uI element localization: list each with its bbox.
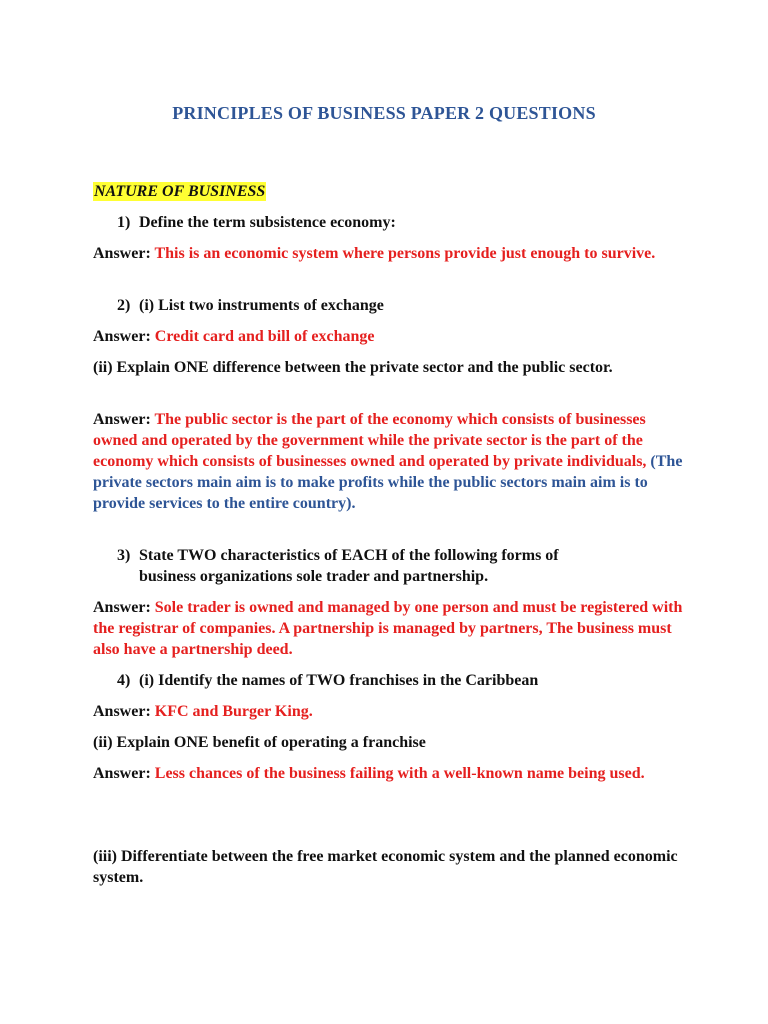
answer-3: [93, 597, 683, 660]
answer-label: Answer:: [93, 765, 151, 782]
question-text-line-1: State TWO characteristics of EACH of the following forms of: [139, 547, 559, 564]
answer-text: Sole trader is owned and managed by one person and must be registered with the registrar of companies. A partnership is managed by partners, The business must also have a partnership deed.: [93, 599, 683, 658]
question-4-part-iii: (iii) Differentiate between the free market economic system and the planned economic system.: [93, 848, 678, 886]
answer-2-part-ii: [93, 409, 683, 514]
question-number: 2): [117, 297, 131, 314]
question-text: Define the term subsistence economy:: [139, 214, 396, 231]
question-number: 4): [117, 672, 131, 689]
question-4-part-i: [93, 670, 683, 691]
question-4-part-ii: (ii) Explain ONE benefit of operating a franchise: [93, 734, 426, 751]
answer-label: Answer:: [93, 245, 151, 262]
answer-label: Answer:: [93, 328, 151, 345]
answer-text-blue: (The private sectors main aim is to make profits while the public sectors main aim is to provide services to the entire country).: [93, 453, 683, 512]
answer-text: Credit card and bill of exchange: [154, 328, 375, 345]
document-title: PRINCIPLES OF BUSINESS PAPER 2 QUESTIONS: [172, 103, 596, 123]
answer-label: Answer:: [93, 703, 151, 720]
answer-label: Answer:: [93, 411, 151, 428]
answer-2-part-i: [93, 326, 683, 347]
question-text: (i) List two instruments of exchange: [139, 297, 384, 314]
question-text: (i) Identify the names of TWO franchises in the Caribbean: [139, 672, 539, 689]
question-2-part-ii: (ii) Explain ONE difference between the private sector and the public sector.: [93, 359, 613, 376]
answer-1: [93, 243, 683, 264]
answer-text: KFC and Burger King.: [154, 703, 313, 720]
question-3: [93, 545, 683, 566]
question-2-part-i: [93, 295, 683, 316]
answer-label: Answer:: [93, 599, 151, 616]
question-1: [93, 212, 683, 233]
question-number: 3): [117, 547, 131, 564]
answer-4-part-ii: [93, 763, 683, 784]
answer-text: Less chances of the business failing with a well-known name being used.: [154, 765, 645, 782]
answer-text: This is an economic system where persons provide just enough to survive.: [154, 245, 656, 262]
answer-text-red: The public sector is the part of the economy which consists of businesses owned and operated by the government while the private sector is the part of the economy which consists of businesses owned and operated by private individuals,: [93, 411, 647, 470]
question-number: 1): [117, 214, 131, 231]
question-3-line-2: business organizations sole trader and partnership.: [139, 568, 489, 585]
section-heading: NATURE OF BUSINESS: [94, 183, 266, 200]
answer-4-part-i: [93, 701, 683, 722]
